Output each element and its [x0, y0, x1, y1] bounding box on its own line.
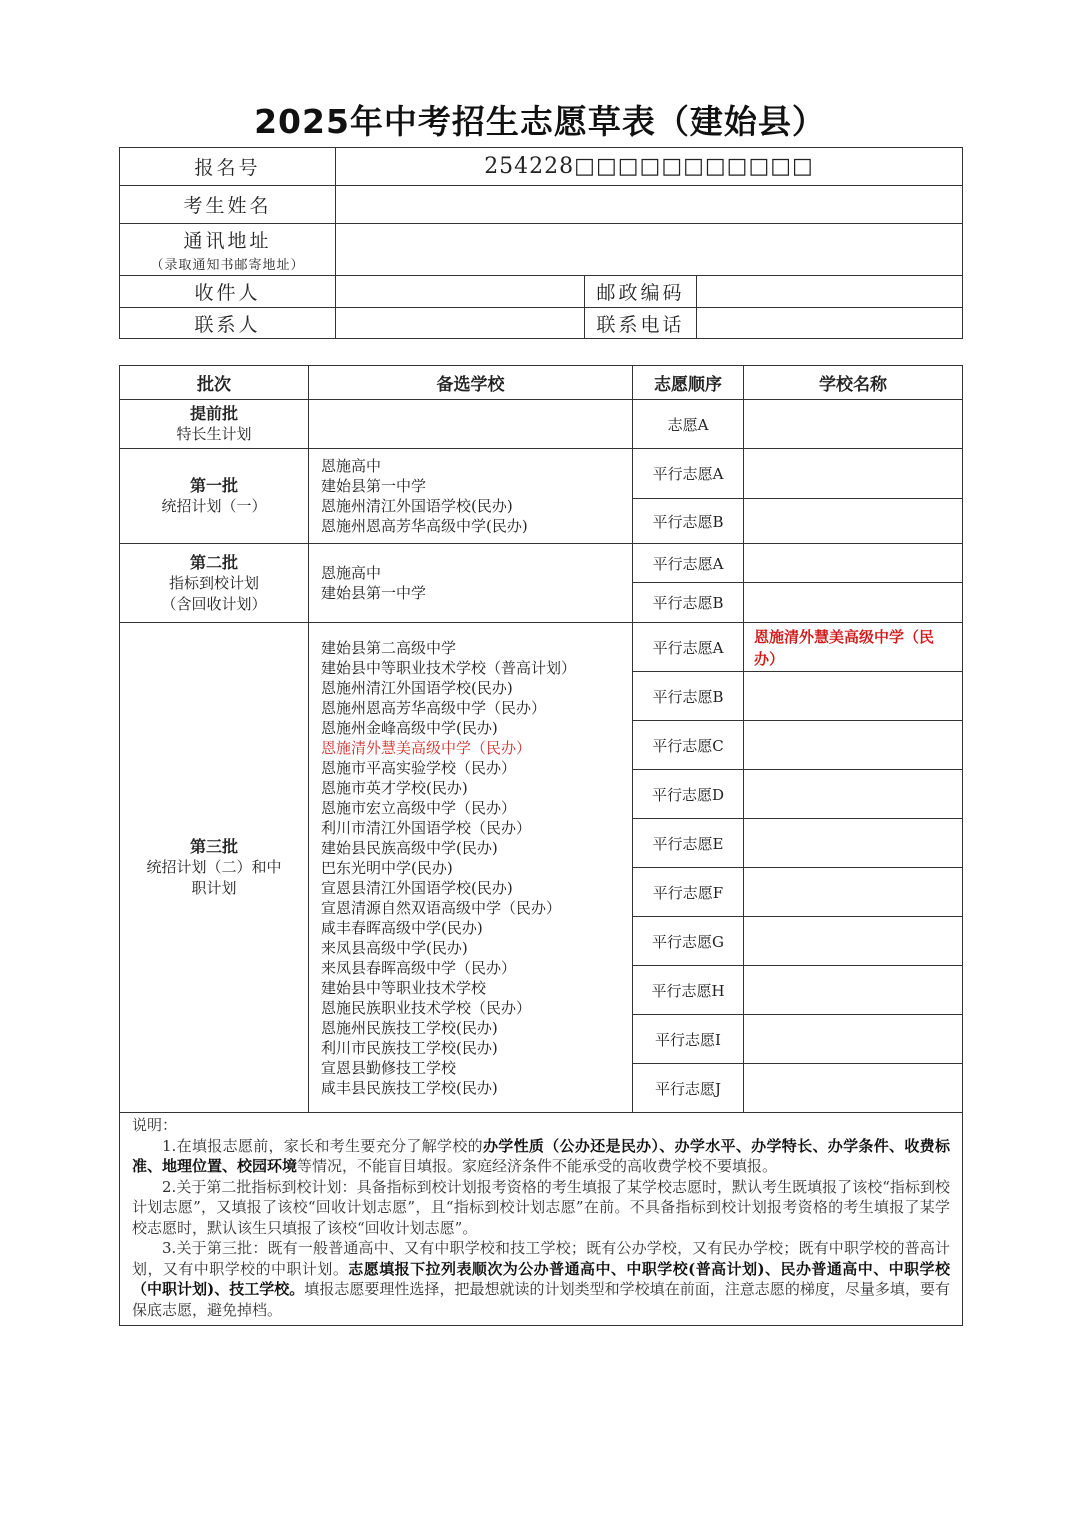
reg-no-label: 报名号	[120, 148, 336, 186]
batch-3-choice-d-label: 平行志愿D	[633, 770, 744, 819]
school-item: 恩施州民族技工学校(民办)	[321, 1018, 498, 1037]
school-item: 宣恩县勤修技工学校	[321, 1058, 457, 1077]
school-item: 恩施市英才学校(民办)	[321, 778, 468, 797]
batch-1-school-list	[309, 449, 633, 544]
batch-early	[120, 400, 309, 449]
batch-3-choice-i-label: 平行志愿I	[633, 1015, 744, 1064]
batch-2-choice-a-label: 平行志愿A	[633, 544, 744, 583]
school-item: 利川市清江外国语学校（民办）	[321, 818, 532, 837]
school-item: 恩施州清江外国语学校(民办)	[321, 678, 513, 697]
batch-2-choice-a-field[interactable]	[744, 544, 963, 583]
header-batch: 批次	[120, 366, 309, 400]
address-label	[120, 224, 336, 276]
batch-3-choice-f-label: 平行志愿F	[633, 868, 744, 917]
reg-no-field[interactable]: 254228□□□□□□□□□□□	[336, 148, 963, 186]
phone-field[interactable]	[697, 308, 963, 339]
school-item: 恩施民族职业技术学校（民办）	[321, 998, 532, 1017]
batch-2-sub1: 指标到校计划	[168, 573, 259, 592]
note-3-emphasis: 志愿填报下拉列表顺次为公办普通高中、中职学校(普高计划)、民办普通高中、中职学校（中职计划)、技工学校。	[132, 1259, 950, 1298]
school-item: 宣恩清源自然双语高级中学（民办）	[321, 898, 562, 917]
batch-3-choice-e-label: 平行志愿E	[633, 819, 744, 868]
notes-heading: 说明：	[132, 1116, 178, 1134]
batch-3-choice-g-field[interactable]	[744, 917, 963, 966]
note-1	[132, 1136, 950, 1177]
contact-field[interactable]	[336, 308, 585, 339]
school-item: 恩施高中	[321, 457, 382, 475]
batch-3-sub1: 统招计划（二）和中	[146, 858, 282, 876]
batch-3-choice-j-field[interactable]	[744, 1064, 963, 1113]
batch-1-choice-b-field[interactable]	[744, 499, 963, 544]
address-field[interactable]	[336, 224, 963, 276]
school-item: 恩施州金峰高级中学(民办)	[321, 718, 498, 737]
batch-3-choice-j-label: 平行志愿J	[633, 1064, 744, 1113]
early-choice-field[interactable]	[744, 400, 963, 449]
note-1-c: 等情况，不能盲目填报。家庭经济条件不能承受的高收费学校不要填报。	[297, 1157, 778, 1175]
header-order: 志愿顺序	[633, 366, 744, 400]
batch-3-choice-g-label: 平行志愿G	[633, 917, 744, 966]
school-item: 咸丰春晖高级中学(民办)	[321, 918, 483, 937]
batch-early-title: 提前批	[189, 404, 238, 423]
school-item-highlighted: 恩施清外慧美高级中学（民办）	[321, 738, 532, 757]
school-item: 建始县第二高级中学	[321, 638, 457, 657]
batch-3-choice-e-field[interactable]	[744, 819, 963, 868]
school-item: 建始县民族高级中学(民办)	[321, 838, 498, 857]
batch-3	[120, 623, 309, 1113]
school-item: 利川市民族技工学校(民办)	[321, 1038, 498, 1057]
phone-label: 联系电话	[585, 308, 697, 339]
school-item: 建始县中等职业技术学校（普高计划）	[321, 658, 577, 677]
batch-early-schools	[309, 400, 633, 449]
batch-2-choice-b-field[interactable]	[744, 583, 963, 623]
note-1-emphasis: 办学性质（公办还是民办）、办学水平、办学特长、办学条件、收费标准、地理位置、校园环境	[132, 1136, 950, 1175]
recipient-field[interactable]	[336, 276, 585, 308]
batch-3-school-list	[309, 623, 633, 1113]
school-item: 来凤县高级中学(民办)	[321, 938, 468, 957]
batch-early-sub: 特长生计划	[176, 425, 252, 443]
batch-3-choice-c-label: 平行志愿C	[633, 721, 744, 770]
batch-1-choice-b-label: 平行志愿B	[633, 499, 744, 544]
school-item: 恩施州恩高芳华高级中学(民办)	[321, 517, 528, 535]
school-item: 建始县中等职业技术学校	[321, 978, 487, 997]
contact-label: 联系人	[120, 308, 336, 339]
school-item: 恩施市平高实验学校（民办）	[321, 758, 517, 777]
batch-1-title: 第一批	[189, 476, 238, 495]
batch-3-choice-b-field[interactable]	[744, 672, 963, 721]
school-item: 恩施州恩高芳华高级中学（民办）	[321, 698, 547, 717]
address-label-text: 通讯地址	[183, 230, 272, 252]
batch-2-choice-b-label: 平行志愿B	[633, 583, 744, 623]
batch-1	[120, 449, 309, 544]
batch-1-choice-a-field[interactable]	[744, 449, 963, 499]
batch-2	[120, 544, 309, 623]
name-field[interactable]	[336, 186, 963, 224]
address-sub-label: （录取通知书邮寄地址）	[150, 258, 305, 273]
batch-3-choice-a-label: 平行志愿A	[633, 623, 744, 672]
batch-2-sub2: （含回收计划）	[161, 594, 267, 613]
batch-3-choice-d-field[interactable]	[744, 770, 963, 819]
note-2: 2.关于第二批指标到校计划：具备指标到校计划报考资格的考生填报了某学校志愿时，默认考生既填报了该校“指标到校计划志愿”，又填报了该校“回收计划志愿”，且“指标到校计划志愿”在前。不具备指标到校计划报考资格的考生填报了某学校志愿时，默认该生只填报了该校“回收计划志愿”。	[132, 1177, 950, 1237]
page-title: 2025年中考招生志愿草表（建始县）	[254, 102, 826, 141]
header-schools: 备选学校	[309, 366, 633, 400]
school-item: 来凤县春晖高级中学（民办）	[321, 958, 517, 977]
batch-3-choice-b-label: 平行志愿B	[633, 672, 744, 721]
note-1-a: 1.在填报志愿前，家长和考生要充分了解学校的	[162, 1136, 483, 1155]
batch-3-title: 第三批	[189, 837, 238, 856]
note-3	[132, 1238, 950, 1320]
batch-3-choice-c-field[interactable]	[744, 721, 963, 770]
batch-3-choice-a-field[interactable]: 恩施清外慧美高级中学（民办）	[744, 623, 963, 672]
batch-1-sub: 统招计划（一）	[161, 497, 267, 515]
batch-3-choice-f-field[interactable]	[744, 868, 963, 917]
school-item: 建始县第一中学	[321, 584, 427, 602]
school-item: 恩施市宏立高级中学（民办）	[321, 798, 517, 817]
batch-1-choice-a-label: 平行志愿A	[633, 449, 744, 499]
notes-section	[120, 1113, 963, 1326]
batch-2-school-list	[309, 544, 633, 623]
school-item: 巴东光明中学(民办)	[321, 858, 453, 877]
header-school-name: 学校名称	[744, 366, 963, 400]
school-item: 恩施高中	[321, 564, 382, 582]
batch-3-choice-h-field[interactable]	[744, 966, 963, 1015]
batch-2-title: 第二批	[189, 552, 238, 572]
school-item: 咸丰县民族技工学校(民办)	[321, 1078, 498, 1097]
school-item: 恩施州清江外国语学校(民办)	[321, 497, 513, 515]
note-3-a: 3.关于第三批：既有一般普通高中、又有中职学校和技工学校；既有公办学校，又有民办学校；既有中职学校的普高计划，又有中职学校的中职计划。	[132, 1239, 950, 1278]
batch-3-choice-i-field[interactable]	[744, 1015, 963, 1064]
school-item: 建始县第一中学	[321, 477, 427, 495]
applicant-info-table	[119, 147, 963, 339]
postcode-label: 邮政编码	[585, 276, 697, 308]
early-choice-label: 志愿A	[633, 400, 744, 449]
batch-3-choice-h-label: 平行志愿H	[633, 966, 744, 1015]
application-plan-table	[119, 365, 963, 1326]
school-item: 宣恩县清江外国语学校(民办)	[321, 878, 513, 897]
note-3-c: 填报志愿要理性选择，把最想就读的计划类型和学校填在前面，注意志愿的梯度，尽量多填，要有保底志愿，避免掉档。	[132, 1280, 950, 1319]
name-label: 考生姓名	[120, 186, 336, 224]
batch-3-sub2: 职计划	[191, 879, 237, 897]
recipient-label: 收件人	[120, 276, 336, 308]
postcode-field[interactable]	[697, 276, 963, 308]
